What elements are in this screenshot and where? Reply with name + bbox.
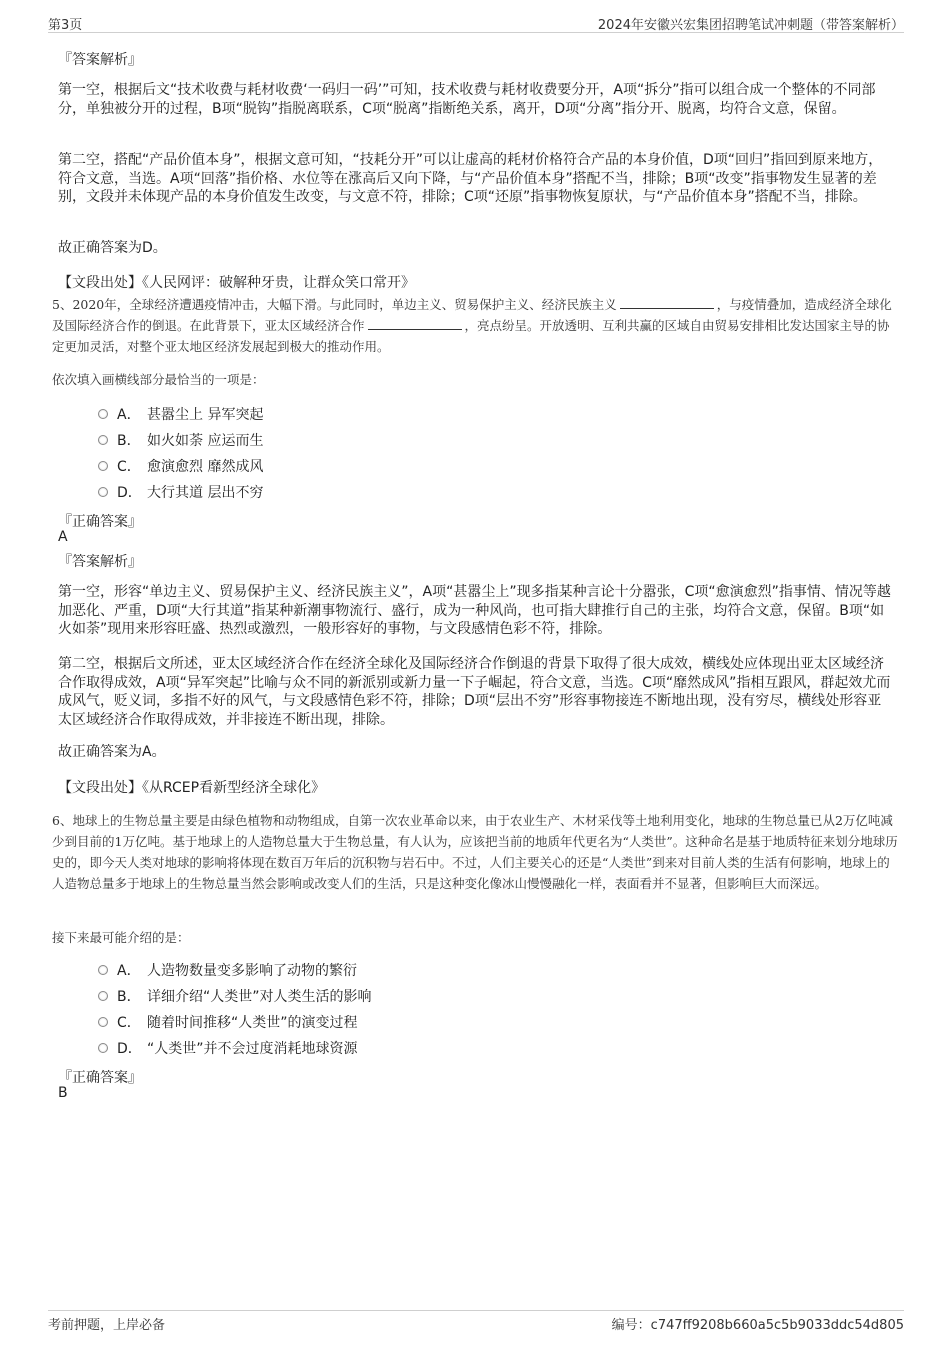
page-header — [48, 14, 904, 33]
radio-icon[interactable] — [98, 965, 108, 975]
analysis-paragraph: 第二空，根据后文所述，亚太区域经济合作在经济全球化及国际经济合作倒退的背景下取得了很大成效，横线处应体现出亚太区域经济合作取得成效，A项“异军突起”比喻与众不同的新派别或新力量一下子崛起，符合文意，当选。C项“靡然成风”指相互跟风，群起效尤而成风气，贬义词，多指不好的风气，与文段感情色彩不符，排除；D项“层出不穷”形容事物接连不断地出现，没有穷尽，横线处形容亚太区域经济合作取得成效，并非接连不断出现，排除。 — [58, 656, 891, 728]
option-a[interactable]: A． 甚嚣尘上 异军突起 — [98, 404, 263, 424]
document-code: 编号：c747ff9208b660a5c5b9033ddc54d805 — [611, 1318, 904, 1333]
page-footer — [48, 1310, 904, 1333]
correct-answer-label: 『正确答案』 — [58, 514, 142, 530]
fill-blank — [368, 317, 462, 330]
source-citation: 【文段出处】《从RCEP看新型经济全球化》 — [58, 780, 326, 796]
correct-answer: A — [58, 529, 68, 545]
analysis-paragraph: 第一空，形容“单边主义、贸易保护主义、经济民族主义”，A项“甚嚣尘上”现多指某种言论十分嚣张，C项“愈演愈烈”指事情、情况等越加恶化、严重，D项“大行其道”指某种新潮事物流行、盛行，成为一种风尚，也可指大肆推行自己的主张，均符合文意，保留。B项“如火如荼”现用来形容旺盛、热烈或激烈，一般形容好的事物，与文段感情色彩不符，排除。 — [58, 584, 891, 637]
radio-icon[interactable] — [98, 1017, 108, 1027]
question-prompt: 依次填入画横线部分最恰当的一项是： — [52, 372, 265, 387]
option-a[interactable]: A． 人造物数量变多影响了动物的繁衍 — [98, 960, 357, 980]
radio-icon[interactable] — [98, 435, 108, 445]
option-c[interactable]: C． 随着时间推移“人类世”的演变过程 — [98, 1012, 358, 1032]
correct-answer-label: 『正确答案』 — [58, 1070, 142, 1086]
radio-icon[interactable] — [98, 991, 108, 1001]
option-d[interactable]: D． 大行其道 层出不穷 — [98, 482, 263, 502]
radio-icon[interactable] — [98, 487, 108, 497]
question-prompt: 接下来最可能介绍的是： — [52, 930, 190, 945]
analysis-paragraph: 第二空，搭配“产品价值本身”，根据文意可知，“技耗分开”可以让虚高的耗材价格符合产品的本身价值，D项“回归”指回到原来地方，符合文意，当选。A项“回落”指价格、水位等在涨高后又向下降，与“产品价值本身”搭配不当，排除；B项“改变”指事物发生显著的差别，文段并未体现产品的本身价值发生改变，与文意不符，排除；C项“还原”指事物恢复原状，与“产品价值本身”搭配不当，排除。 — [58, 152, 883, 205]
option-b[interactable]: B． 如火如荼 应运而生 — [98, 430, 263, 450]
analysis-label: 『答案解析』 — [58, 52, 142, 68]
analysis-paragraph: 第一空，根据后文“技术收费与耗材收费‘一码归一码’”可知，技术收费与耗材收费要分开，A项“拆分”指可以组合成一个整体的不同部分，单独被分开的过程，B项“脱钩”指脱离联系，C项“脱离”指断绝关系，离开，D项“分离”指分开、脱离，均符合文意，保留。 — [58, 82, 876, 117]
analysis-conclusion: 故正确答案为A。 — [58, 744, 166, 760]
option-d[interactable]: D． “人类世”并不会过度消耗地球资源 — [98, 1038, 358, 1058]
source-citation: 【文段出处】《人民网评：破解种牙贵，让群众笑口常开》 — [58, 275, 415, 291]
question-stem: 5、2020年，全球经济遭遇疫情冲击，大幅下滑。与此同时，单边主义、贸易保护主义、经济民族主义 ，与疫情叠加，造成经济全球化及国际经济合作的倒退。在此背景下，亚太区域经济合作 ，亮点纷呈。开放透明、互利共赢的区域自由贸易安排相比发达国家主导的协定更加灵活，对整个亚太地区经济发展起到极大的推动作用。 — [52, 297, 892, 354]
document-title: 2024年安徽兴宏集团招聘笔试冲刺题（带答案解析） — [597, 18, 904, 33]
footer-slogan: 考前押题，上岸必备 — [48, 1318, 166, 1333]
analysis-label: 『答案解析』 — [58, 554, 142, 570]
radio-icon[interactable] — [98, 1043, 108, 1053]
correct-answer: B — [58, 1085, 68, 1101]
option-b[interactable]: B． 详细介绍“人类世”对人类生活的影响 — [98, 986, 372, 1006]
page-number: 第3页 — [48, 18, 83, 33]
option-c[interactable]: C． 愈演愈烈 靡然成风 — [98, 456, 263, 476]
fill-blank — [620, 296, 714, 309]
radio-icon[interactable] — [98, 409, 108, 419]
analysis-conclusion: 故正确答案为D。 — [58, 240, 167, 256]
radio-icon[interactable] — [98, 461, 108, 471]
question-stem: 6、地球上的生物总量主要是由绿色植物和动物组成，自第一次农业革命以来，由于农业生产、木材采伐等土地利用变化，地球的生物总量已从2万亿吨减少到目前的1万亿吨。基于地球上的人造物总量大于生物总量，有人认为，应该把当前的地质年代更名为“人类世”。这种命名是基于地质特征来划分地球历史的，即今天人类对地球的影响将体现在数百万年后的沉积物与岩石中。不过，人们主要关心的还是“人类世”到来对目前人类的生活有何影响，地球上的人造物总量多于地球上的生物总量当然会影响或改变人们的生活，只是这种变化像冰山慢慢融化一样，表面看并不显著，但影响巨大而深远。 — [52, 813, 898, 891]
